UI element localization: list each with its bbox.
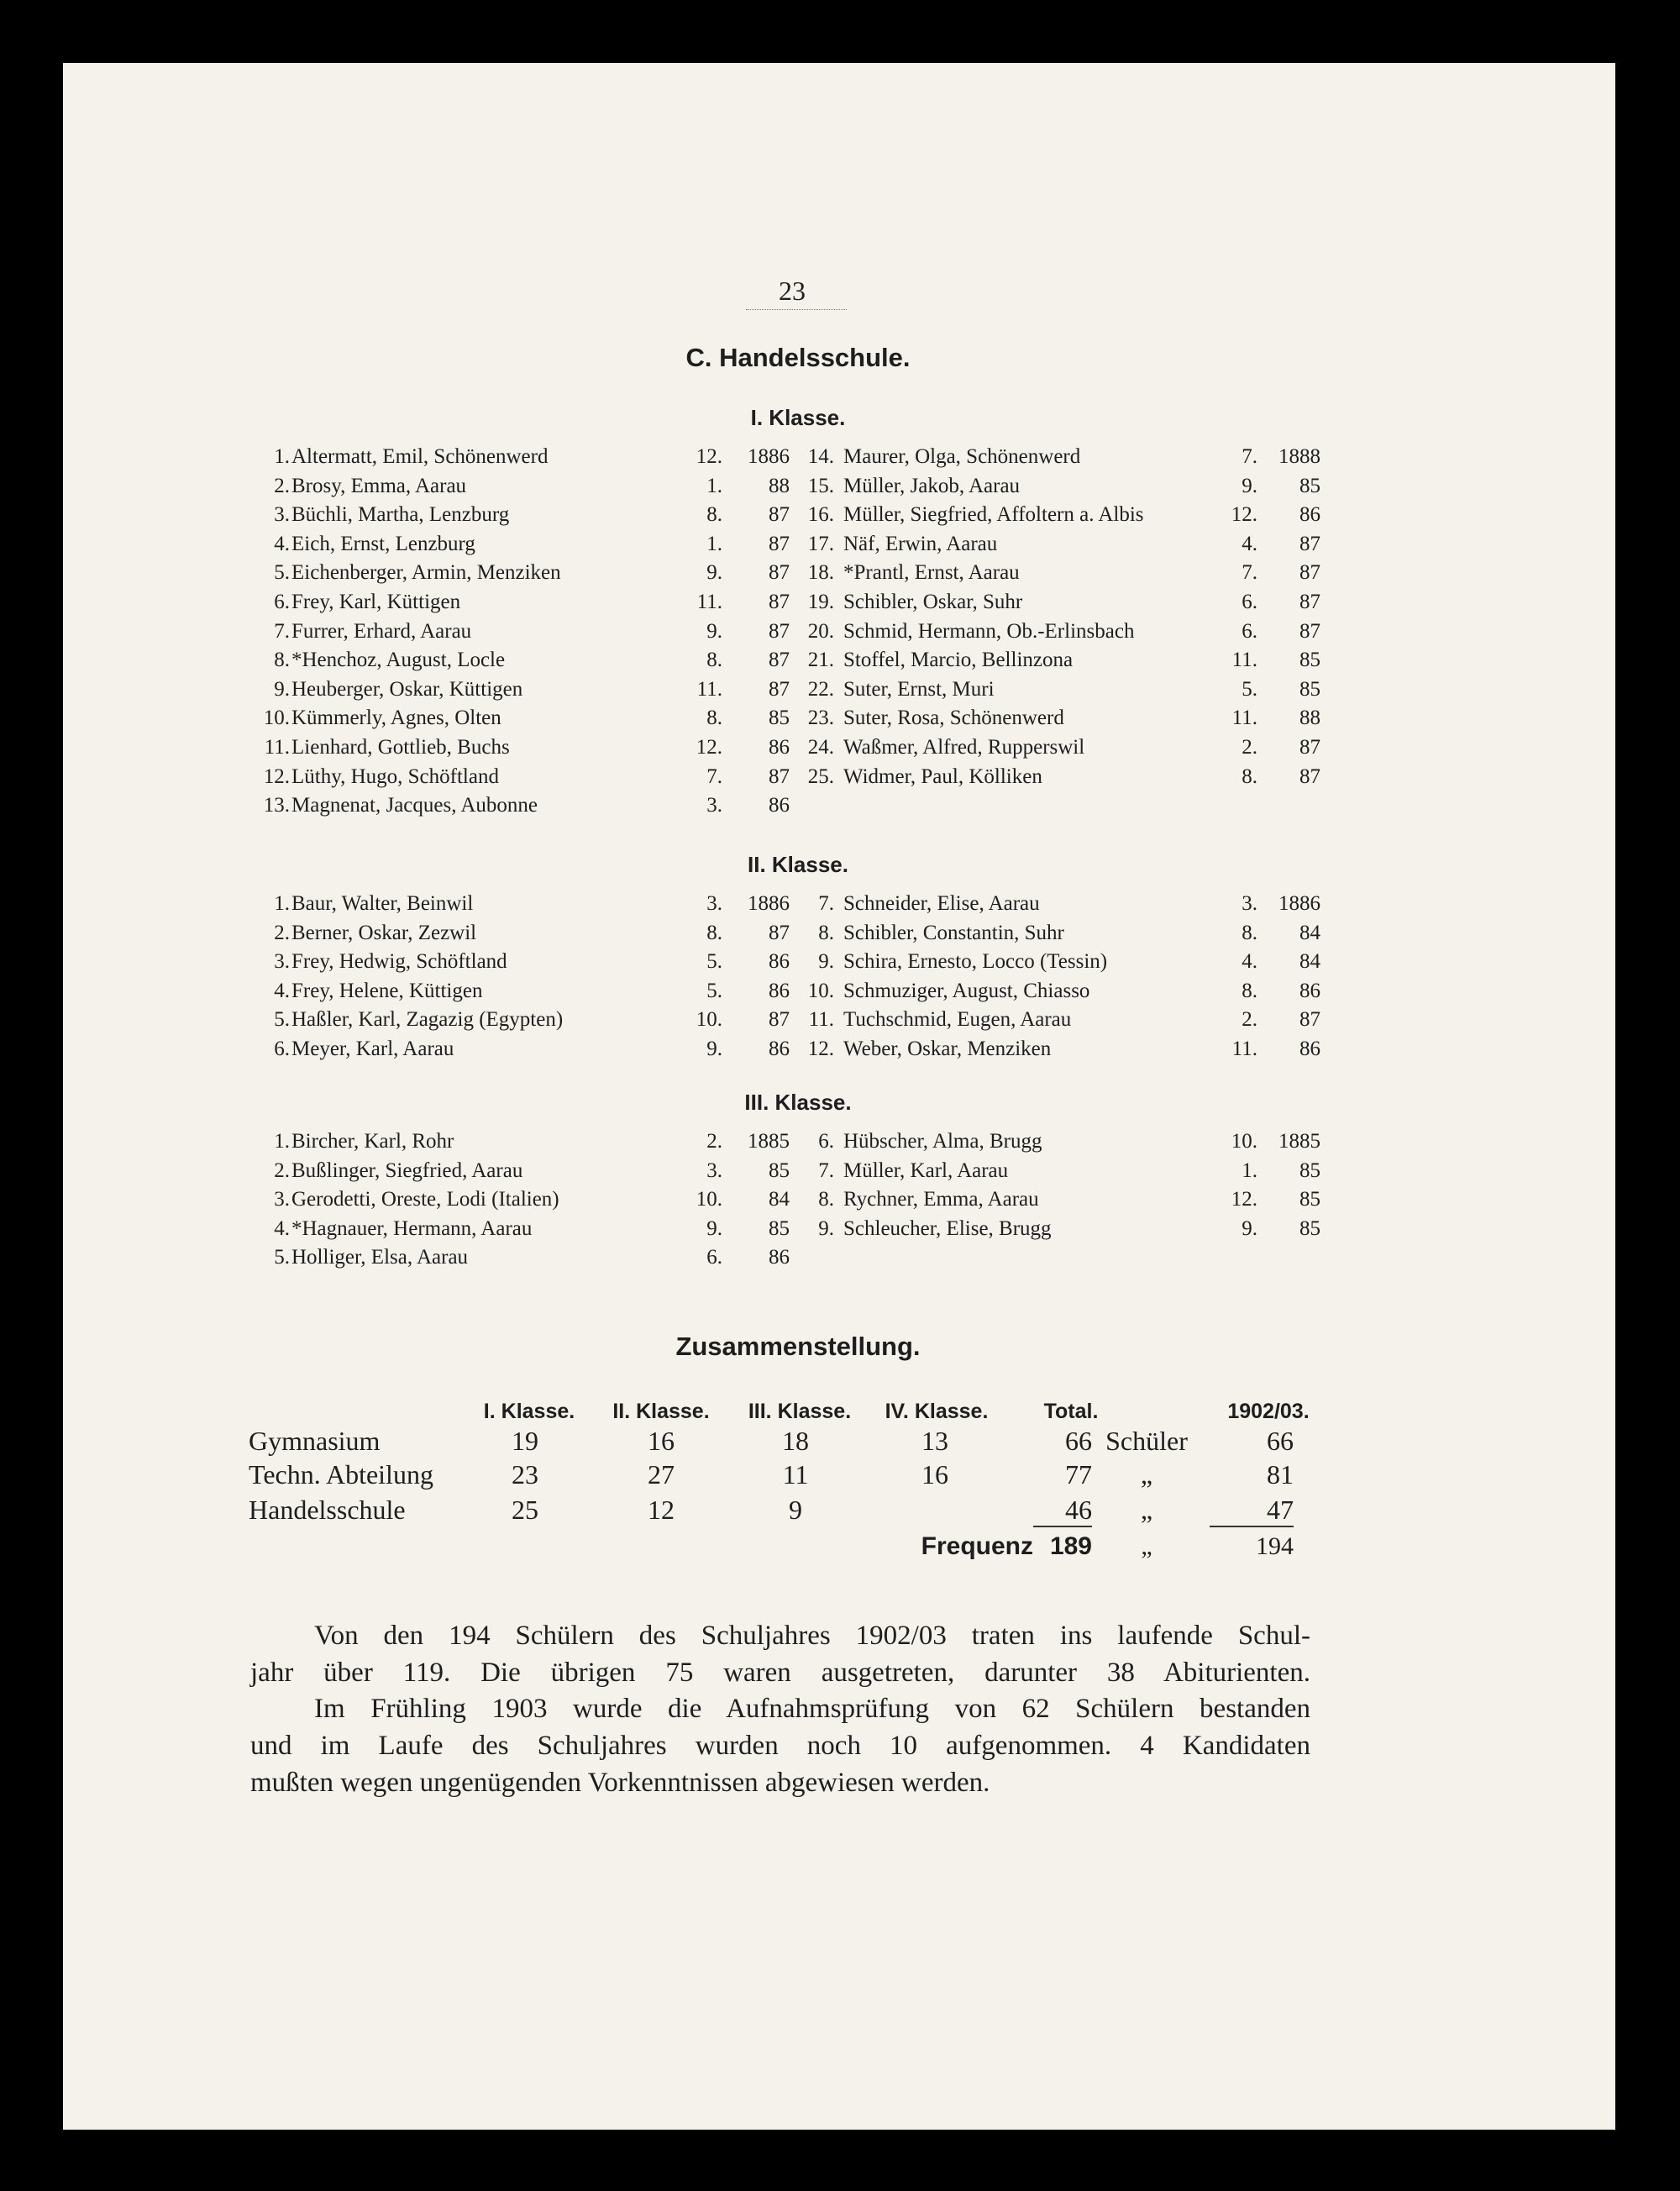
birth-month: 8. [706, 921, 722, 944]
count-previous-year: 81 [1267, 1459, 1294, 1490]
birth-month: 9. [1242, 474, 1257, 497]
birth-year: 87 [769, 591, 790, 613]
student-row [0, 977, 1680, 1006]
birth-month: 3. [706, 892, 722, 915]
birth-month: 5. [706, 950, 722, 974]
birth-month: 11. [1231, 707, 1257, 730]
student-number: 2. [274, 921, 290, 944]
birth-month: 12. [696, 736, 722, 759]
birth-year: 87 [1299, 764, 1320, 788]
student-number: 3. [274, 950, 290, 974]
birth-month: 7. [1242, 445, 1257, 468]
birth-year: 84 [1299, 921, 1320, 944]
student-name: Bircher, Karl, Rohr [291, 1130, 454, 1153]
birth-year: 85 [1299, 1159, 1320, 1182]
paragraph-line: und im Laufe des Schuljahres wurden noch 10 aufgenommen. 4 Kandidaten [250, 1731, 1310, 1761]
student-number: 4. [274, 532, 290, 555]
student-row [0, 617, 1680, 646]
student-number: 8. [818, 1188, 834, 1211]
header-previous-year: 1902/03. [1227, 1400, 1310, 1423]
paragraph [250, 1617, 1310, 1691]
birth-year: 87 [1299, 736, 1320, 759]
student-number: 23. [807, 707, 834, 730]
student-number: 6. [274, 591, 290, 613]
birth-month: 6. [1242, 591, 1257, 613]
section-title: C. Handelsschule. [685, 343, 911, 372]
student-row [0, 1127, 1680, 1156]
student-name: Suter, Ernst, Muri [843, 677, 995, 701]
paragraph [250, 1690, 1310, 1801]
page-number-rule [746, 309, 847, 310]
student-number: 10. [263, 707, 290, 730]
student-number: 10. [807, 979, 834, 1002]
student-number: 4. [274, 1216, 290, 1240]
header-class-2: II. Klasse. [612, 1400, 710, 1423]
unit-label: Schüler [1105, 1426, 1188, 1456]
student-number: 6. [818, 1130, 834, 1153]
student-number: 8. [818, 921, 834, 944]
student-name: Müller, Siegfried, Affoltern a. Albis [843, 503, 1144, 527]
birth-year: 87 [769, 503, 790, 527]
birth-month: 11. [696, 677, 722, 701]
birth-month: 8. [706, 649, 722, 672]
student-row [0, 890, 1680, 918]
student-name: *Prantl, Ernst, Aarau [843, 561, 1020, 585]
student-name: Schleucher, Elise, Brugg [843, 1216, 1052, 1240]
header-class-3: III. Klasse. [748, 1400, 852, 1423]
birth-year: 87 [769, 561, 790, 585]
birth-month: 12. [1231, 1188, 1257, 1211]
birth-month: 9. [706, 561, 722, 585]
student-name: Schibler, Oskar, Suhr [843, 591, 1023, 613]
student-number: 7. [274, 619, 290, 643]
student-number: 24. [807, 736, 834, 759]
student-number: 7. [818, 1159, 834, 1182]
student-row [0, 443, 1680, 471]
student-name: Holliger, Elsa, Aarau [291, 1246, 469, 1269]
student-number: 5. [274, 561, 290, 585]
student-number: 12. [263, 764, 290, 788]
birth-year: 86 [1299, 1038, 1320, 1060]
student-name: Haßler, Karl, Zagazig (Egypten) [291, 1008, 564, 1032]
birth-year: 84 [1299, 950, 1320, 974]
count-class-1: 25 [512, 1495, 538, 1525]
student-number: 15. [807, 474, 834, 497]
student-number: 6. [274, 1038, 290, 1060]
birth-month: 8. [1242, 979, 1257, 1002]
frequenz-unit: „ [1141, 1532, 1152, 1560]
student-number: 9. [274, 677, 290, 701]
birth-year: 87 [1299, 591, 1320, 613]
paragraph-line: Im Frühling 1903 wurde die Aufnahmsprüfung von 62 Schülern bestanden [314, 1694, 1310, 1724]
student-name: Büchli, Martha, Lenzburg [291, 503, 510, 527]
student-row [0, 704, 1680, 733]
count-class-3: 18 [782, 1426, 809, 1456]
count-class-2: 27 [648, 1459, 675, 1490]
frequenz-previous: 194 [1256, 1532, 1294, 1560]
birth-month: 2. [1242, 736, 1257, 759]
student-number: 3. [274, 503, 290, 527]
birth-year: 85 [1299, 1188, 1320, 1211]
birth-month: 12. [1231, 503, 1257, 527]
birth-year: 86 [769, 794, 790, 817]
student-name: Altermatt, Emil, Schönenwerd [291, 445, 549, 468]
birth-month: 1. [1242, 1159, 1257, 1182]
row-label: Techn. Abteilung [249, 1459, 433, 1490]
page-number: 23 [779, 276, 806, 306]
student-name: *Henchoz, August, Locle [291, 649, 506, 672]
student-name: Frey, Helene, Küttigen [291, 979, 483, 1002]
birth-month: 5. [706, 979, 722, 1002]
birth-year: 86 [769, 979, 790, 1002]
student-name: Widmer, Paul, Kölliken [843, 764, 1042, 788]
student-row [0, 530, 1680, 559]
birth-year: 86 [1299, 503, 1320, 527]
student-number: 21. [807, 649, 834, 672]
student-row [0, 1243, 1680, 1272]
count-total: 66 [1065, 1426, 1092, 1456]
student-row [0, 919, 1680, 948]
summary-row [0, 1423, 1680, 1458]
birth-month: 4. [1242, 532, 1257, 555]
student-name: Müller, Karl, Aarau [843, 1159, 1009, 1182]
frequenz-row [0, 1529, 1680, 1564]
student-number: 25. [807, 764, 834, 788]
birth-year: 86 [769, 950, 790, 974]
birth-year: 87 [1299, 532, 1320, 555]
student-number: 8. [274, 649, 290, 672]
row-label: Gymnasium [249, 1426, 381, 1456]
birth-month: 11. [1231, 649, 1257, 672]
student-name: Schira, Ernesto, Locco (Tessin) [843, 950, 1108, 974]
student-number: 13. [263, 794, 290, 817]
birth-month: 6. [1242, 619, 1257, 643]
student-row [0, 1157, 1680, 1185]
student-name: Schmid, Hermann, Ob.-Erlinsbach [843, 619, 1135, 643]
birth-year: 87 [1299, 561, 1320, 585]
birth-year: 87 [1299, 619, 1320, 643]
student-name: Frey, Karl, Küttigen [291, 591, 461, 613]
header-class-4: IV. Klasse. [885, 1400, 989, 1423]
student-name: *Hagnauer, Hermann, Aarau [291, 1216, 533, 1240]
student-number: 1. [274, 1130, 290, 1153]
birth-month: 9. [706, 1038, 722, 1060]
unit-label: „ [1140, 1495, 1153, 1525]
student-row [0, 1185, 1680, 1214]
student-number: 19. [807, 591, 834, 613]
birth-month: 2. [706, 1130, 722, 1153]
frequenz-total: 189 [1049, 1532, 1092, 1560]
student-name: Weber, Oskar, Menziken [843, 1038, 1052, 1060]
student-row [0, 733, 1680, 762]
birth-year: 87 [769, 619, 790, 643]
unit-label: „ [1140, 1459, 1153, 1490]
birth-year: 87 [769, 921, 790, 944]
count-class-2: 12 [648, 1495, 675, 1525]
birth-month: 6. [706, 1246, 722, 1269]
student-number: 1. [274, 445, 290, 468]
birth-year: 87 [769, 1008, 790, 1032]
student-name: Gerodetti, Oreste, Lodi (Italien) [291, 1188, 559, 1211]
student-name: Baur, Walter, Beinwil [291, 892, 474, 915]
student-name: Heuberger, Oskar, Küttigen [291, 677, 523, 701]
student-name: Eich, Ernst, Lenzburg [291, 532, 475, 555]
count-class-1: 19 [512, 1426, 538, 1456]
summary-row [0, 1457, 1680, 1492]
birth-year: 1886 [1278, 892, 1320, 915]
birth-year: 87 [769, 649, 790, 672]
student-name: Müller, Jakob, Aarau [843, 474, 1021, 497]
row-label: Handelsschule [249, 1495, 406, 1525]
birth-year: 87 [769, 764, 790, 788]
student-number: 9. [818, 950, 834, 974]
count-class-4: 16 [921, 1459, 948, 1490]
frequenz-label: Frequenz [921, 1532, 1033, 1560]
birth-year: 85 [1299, 649, 1320, 672]
birth-month: 8. [706, 707, 722, 730]
birth-month: 10. [1231, 1130, 1257, 1153]
student-row [0, 1215, 1680, 1243]
birth-month: 4. [1242, 950, 1257, 974]
birth-month: 3. [1242, 892, 1257, 915]
birth-month: 7. [1242, 561, 1257, 585]
count-class-3: 9 [789, 1495, 802, 1525]
birth-year: 86 [769, 1038, 790, 1060]
birth-month: 12. [696, 445, 722, 468]
birth-year: 87 [1299, 1008, 1320, 1032]
student-name: Suter, Rosa, Schönenwerd [843, 707, 1064, 730]
header-class-1: I. Klasse. [483, 1400, 575, 1423]
student-row [0, 646, 1680, 675]
birth-year: 1886 [748, 892, 790, 915]
student-row [0, 948, 1680, 976]
student-row [0, 1006, 1680, 1034]
class-title: II. Klasse. [748, 852, 848, 877]
class-title: I. Klasse. [750, 405, 846, 430]
birth-year: 88 [769, 474, 790, 497]
count-class-3: 11 [782, 1459, 809, 1490]
birth-month: 1. [706, 532, 722, 555]
birth-month: 8. [706, 503, 722, 527]
birth-year: 85 [769, 1216, 790, 1240]
paragraph-line: jahr über 119. Die übrigen 75 waren ausgetreten, darunter 38 Abiturienten. [250, 1658, 1310, 1688]
birth-year: 86 [769, 1246, 790, 1269]
student-name: Schmuziger, August, Chiasso [843, 979, 1090, 1002]
birth-month: 5. [1242, 677, 1257, 701]
birth-month: 3. [706, 794, 722, 817]
student-name: Schibler, Constantin, Suhr [843, 921, 1064, 944]
student-row [0, 559, 1680, 587]
student-name: Brosy, Emma, Aarau [291, 474, 467, 497]
birth-year: 85 [769, 707, 790, 730]
student-number: 2. [274, 474, 290, 497]
student-name: Furrer, Erhard, Aarau [291, 619, 472, 643]
birth-month: 8. [1242, 764, 1257, 788]
birth-month: 8. [1242, 921, 1257, 944]
count-total: 77 [1065, 1459, 1092, 1490]
birth-year: 1888 [1278, 445, 1320, 468]
class-title: III. Klasse. [744, 1090, 852, 1115]
student-number: 3. [274, 1188, 290, 1211]
birth-month: 7. [706, 764, 722, 788]
student-name: Schneider, Elise, Aarau [843, 892, 1040, 915]
student-name: Frey, Hedwig, Schöftland [291, 950, 507, 974]
paragraph-line: Von den 194 Schülern des Schuljahres 1902/03 traten ins laufende Schul- [314, 1621, 1310, 1651]
count-class-1: 23 [512, 1459, 538, 1490]
birth-month: 1. [706, 474, 722, 497]
student-name: Näf, Erwin, Aarau [843, 532, 998, 555]
birth-month: 9. [706, 1216, 722, 1240]
student-row [0, 1035, 1680, 1064]
student-name: Maurer, Olga, Schönenwerd [843, 445, 1081, 468]
student-name: Stoffel, Marcio, Bellinzona [843, 649, 1074, 672]
birth-year: 1885 [748, 1130, 790, 1153]
count-class-2: 16 [648, 1426, 675, 1456]
student-name: Eichenberger, Armin, Menziken [291, 561, 561, 585]
student-number: 5. [274, 1008, 290, 1032]
birth-month: 10. [696, 1188, 722, 1211]
birth-month: 11. [1231, 1038, 1257, 1060]
birth-month: 11. [696, 591, 722, 613]
birth-year: 85 [1299, 1216, 1320, 1240]
birth-month: 10. [696, 1008, 722, 1032]
student-row [0, 472, 1680, 501]
count-previous-year: 47 [1210, 1492, 1294, 1527]
birth-month: 9. [1242, 1216, 1257, 1240]
birth-year: 88 [1299, 707, 1320, 730]
birth-year: 1885 [1278, 1130, 1320, 1153]
paragraph-line: mußten wegen ungenügenden Vorkenntnissen abgewiesen werden. [250, 1768, 990, 1798]
student-name: Lienhard, Gottlieb, Buchs [291, 736, 510, 759]
summary-row [0, 1492, 1680, 1527]
count-total: 46 [1033, 1492, 1092, 1527]
student-number: 9. [818, 1216, 834, 1240]
student-number: 17. [807, 532, 834, 555]
student-number: 18. [807, 561, 834, 585]
student-row [0, 791, 1680, 820]
student-number: 2. [274, 1159, 290, 1182]
student-name: Berner, Oskar, Zezwil [291, 921, 477, 944]
count-class-4: 13 [921, 1426, 948, 1456]
student-row [0, 675, 1680, 704]
student-number: 1. [274, 892, 290, 915]
count-previous-year: 66 [1267, 1426, 1294, 1456]
birth-year: 85 [1299, 677, 1320, 701]
birth-year: 86 [1299, 979, 1320, 1002]
student-number: 11. [264, 736, 290, 759]
student-name: Waßmer, Alfred, Rupperswil [843, 736, 1085, 759]
birth-year: 86 [769, 736, 790, 759]
student-name: Hübscher, Alma, Brugg [843, 1130, 1042, 1153]
summary-header [0, 1397, 1680, 1426]
student-number: 12. [807, 1038, 834, 1060]
student-row [0, 501, 1680, 529]
student-name: Bußlinger, Siegfried, Aarau [291, 1159, 523, 1182]
student-name: Meyer, Karl, Aarau [291, 1038, 454, 1060]
student-number: 5. [274, 1246, 290, 1269]
birth-month: 3. [706, 1159, 722, 1182]
student-name: Kümmerly, Agnes, Olten [291, 707, 501, 730]
student-number: 4. [274, 979, 290, 1002]
student-name: Tuchschmid, Eugen, Aarau [843, 1008, 1072, 1032]
student-number: 22. [807, 677, 834, 701]
student-row [0, 763, 1680, 791]
birth-year: 87 [769, 677, 790, 701]
student-number: 11. [808, 1008, 834, 1032]
summary-title: Zusammenstellung. [675, 1332, 921, 1361]
student-name: Lüthy, Hugo, Schöftland [291, 764, 499, 788]
birth-year: 85 [1299, 474, 1320, 497]
student-row [0, 588, 1680, 617]
birth-month: 2. [1242, 1008, 1257, 1032]
birth-year: 87 [769, 532, 790, 555]
birth-year: 1886 [748, 445, 790, 468]
student-number: 7. [818, 892, 834, 915]
student-number: 16. [807, 503, 834, 527]
student-number: 14. [807, 445, 834, 468]
birth-year: 85 [769, 1159, 790, 1182]
header-total: Total. [1043, 1400, 1099, 1423]
student-number: 20. [807, 619, 834, 643]
student-name: Rychner, Emma, Aarau [843, 1188, 1039, 1211]
birth-year: 84 [769, 1188, 790, 1211]
birth-month: 9. [706, 619, 722, 643]
student-name: Magnenat, Jacques, Aubonne [291, 794, 538, 817]
